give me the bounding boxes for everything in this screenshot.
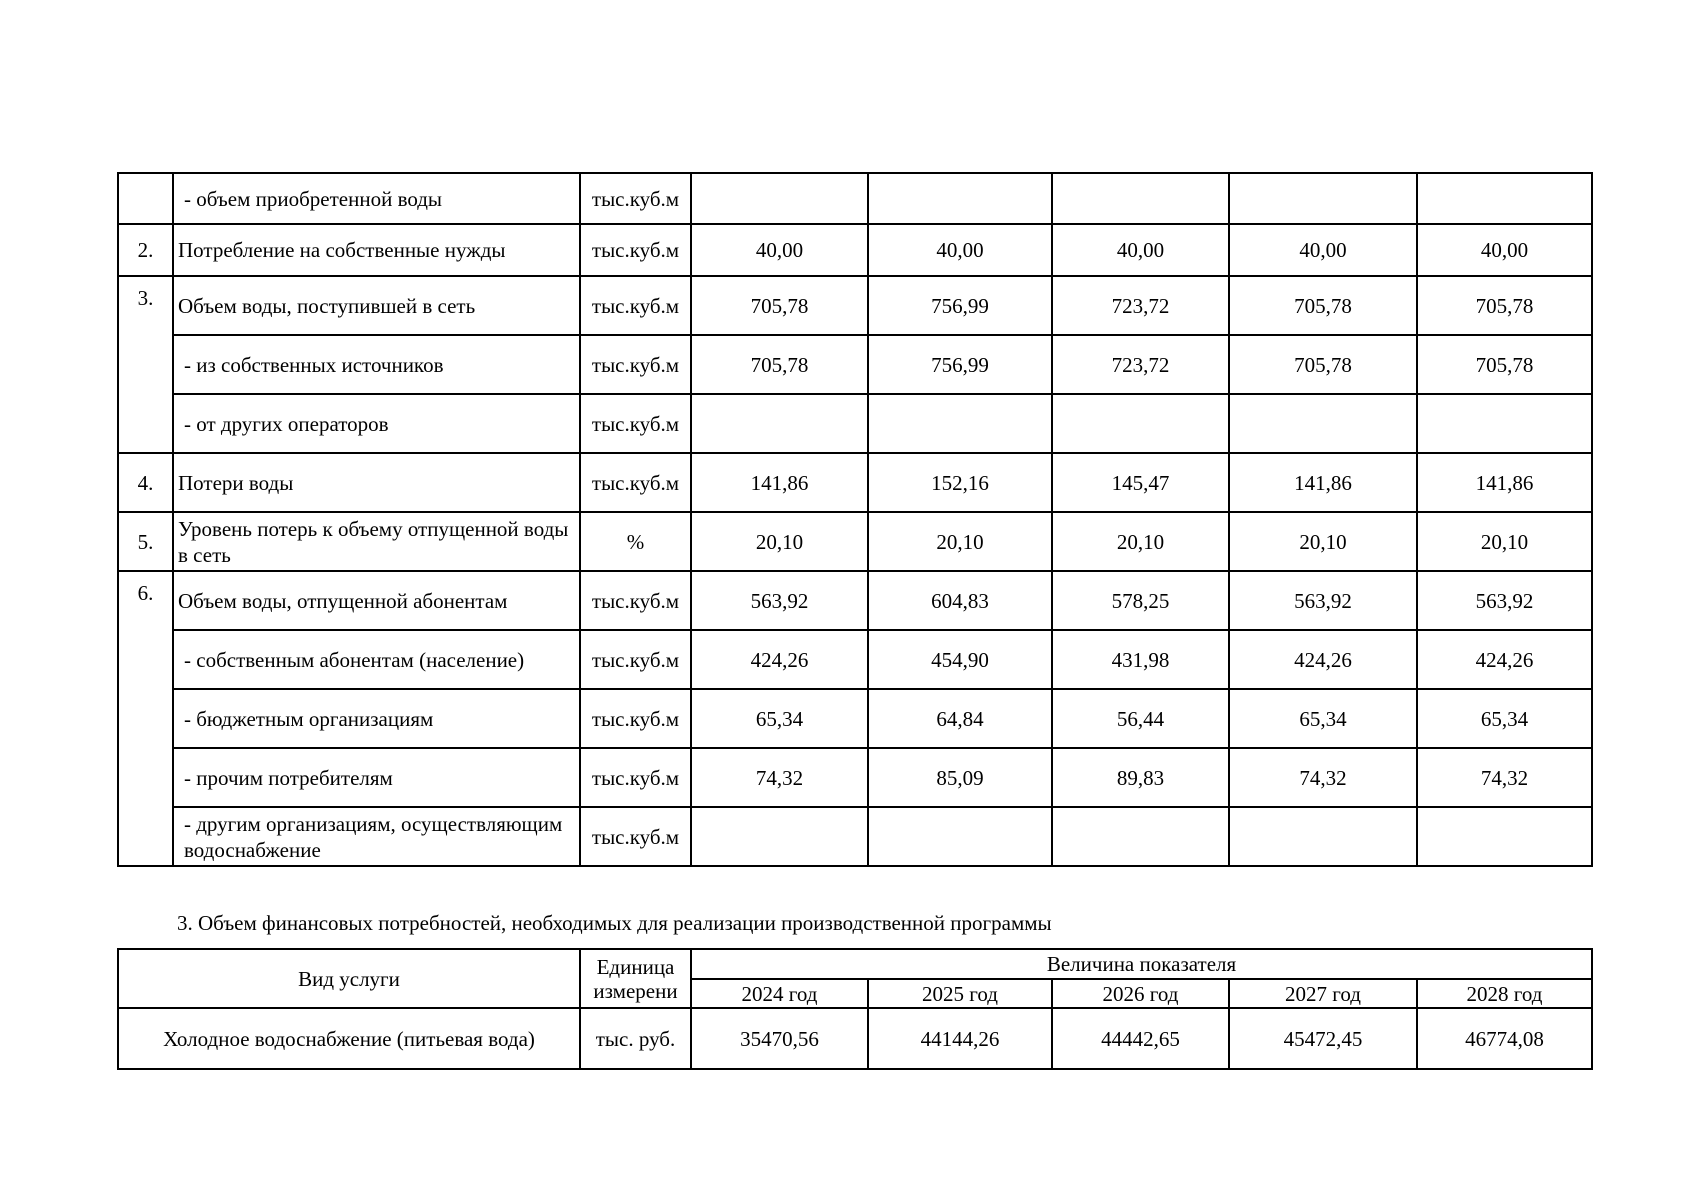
header-row — [118, 949, 1592, 979]
value-cell: 89,83 — [1052, 748, 1229, 807]
value-cell: 145,47 — [1052, 453, 1229, 512]
value-cell: 20,10 — [1052, 512, 1229, 571]
row-label: - объем приобретенной воды — [173, 173, 580, 224]
row-unit: тыс.куб.м — [580, 748, 691, 807]
value-cell — [691, 807, 868, 866]
value-cell — [1052, 173, 1229, 224]
row-number: 6. — [118, 571, 173, 866]
value-cell: 705,78 — [1417, 276, 1592, 335]
value-cell — [1229, 394, 1417, 453]
value-cell: 141,86 — [691, 453, 868, 512]
year-header: 2024 год — [691, 979, 868, 1008]
value-cell — [1052, 807, 1229, 866]
value-cell: 563,92 — [691, 571, 868, 630]
value-cell — [1229, 173, 1417, 224]
row-label: - собственным абонентам (население) — [173, 630, 580, 689]
value-cell: 20,10 — [868, 512, 1052, 571]
row-unit: тыс.куб.м — [580, 807, 691, 866]
value-cell: 152,16 — [868, 453, 1052, 512]
financial-needs-table — [117, 948, 1593, 1070]
value-cell: 44144,26 — [868, 1008, 1052, 1069]
value-cell: 40,00 — [1417, 224, 1592, 276]
table-row — [118, 394, 1592, 453]
value-cell: 454,90 — [868, 630, 1052, 689]
value-cell: 40,00 — [1229, 224, 1417, 276]
value-cell: 141,86 — [1229, 453, 1417, 512]
value-cell — [1417, 807, 1592, 866]
value-cell: 424,26 — [1229, 630, 1417, 689]
value-cell: 20,10 — [1229, 512, 1417, 571]
production-indicators-table — [117, 172, 1593, 867]
table-row — [118, 453, 1592, 512]
value-cell: 578,25 — [1052, 571, 1229, 630]
value-cell: 604,83 — [868, 571, 1052, 630]
row-unit: тыс.куб.м — [580, 335, 691, 394]
row-label: Потери воды — [173, 453, 580, 512]
value-cell: 46774,08 — [1417, 1008, 1592, 1069]
table-row — [118, 1008, 1592, 1069]
value-cell: 45472,45 — [1229, 1008, 1417, 1069]
unit-cell: тыс. руб. — [580, 1008, 691, 1069]
row-label: - другим организациям, осуществляющим водоснабжение — [173, 807, 580, 866]
year-header: 2026 год — [1052, 979, 1229, 1008]
value-cell: 431,98 — [1052, 630, 1229, 689]
value-cell: 705,78 — [1229, 335, 1417, 394]
row-number: 3. — [118, 276, 173, 453]
row-unit: тыс.куб.м — [580, 689, 691, 748]
value-cell: 40,00 — [868, 224, 1052, 276]
value-cell: 20,10 — [691, 512, 868, 571]
value-cell: 705,78 — [1229, 276, 1417, 335]
value-cell: 705,78 — [691, 335, 868, 394]
table-row — [118, 512, 1592, 571]
value-cell — [1417, 394, 1592, 453]
value-cell — [868, 807, 1052, 866]
table-row — [118, 276, 1592, 335]
value-cell: 723,72 — [1052, 335, 1229, 394]
row-unit: тыс.куб.м — [580, 394, 691, 453]
row-unit: тыс.куб.м — [580, 453, 691, 512]
value-cell: 563,92 — [1417, 571, 1592, 630]
row-unit: % — [580, 512, 691, 571]
table-row — [118, 571, 1592, 630]
table-row — [118, 807, 1592, 866]
value-cell: 424,26 — [691, 630, 868, 689]
service-header: Вид услуги — [118, 949, 580, 1008]
value-cell — [1417, 173, 1592, 224]
value-cell: 64,84 — [868, 689, 1052, 748]
section-title: 3. Объем финансовых потребностей, необходимых для реализации производственной программы — [177, 911, 1052, 935]
row-label: Объем воды, поступившей в сеть — [173, 276, 580, 335]
value-cell: 141,86 — [1417, 453, 1592, 512]
value-cell: 65,34 — [691, 689, 868, 748]
row-label: - из собственных источников — [173, 335, 580, 394]
unit-header-line-1: Единица — [596, 954, 675, 979]
value-cell — [691, 394, 868, 453]
row-number: 4. — [118, 453, 173, 512]
value-cell: 20,10 — [1417, 512, 1592, 571]
value-cell: 723,72 — [1052, 276, 1229, 335]
row-label: Уровень потерь к объему отпущенной воды в сеть — [173, 512, 580, 571]
row-number: 2. — [118, 224, 173, 276]
value-cell: 44442,65 — [1052, 1008, 1229, 1069]
value-cell: 705,78 — [691, 276, 868, 335]
row-number — [118, 173, 173, 224]
table-row — [118, 335, 1592, 394]
table-row — [118, 224, 1592, 276]
row-label: - прочим потребителям — [173, 748, 580, 807]
value-cell — [691, 173, 868, 224]
row-unit: тыс.куб.м — [580, 224, 691, 276]
table-row — [118, 173, 1592, 224]
value-cell — [1052, 394, 1229, 453]
value-cell: 65,34 — [1417, 689, 1592, 748]
value-cell: 756,99 — [868, 335, 1052, 394]
service-cell: Холодное водоснабжение (питьевая вода) — [118, 1008, 580, 1069]
unit-header — [580, 949, 691, 1008]
value-header: Величина показателя — [691, 949, 1592, 979]
table-row — [118, 748, 1592, 807]
year-header: 2025 год — [868, 979, 1052, 1008]
value-cell: 40,00 — [1052, 224, 1229, 276]
value-cell: 74,32 — [691, 748, 868, 807]
value-cell: 85,09 — [868, 748, 1052, 807]
value-cell: 65,34 — [1229, 689, 1417, 748]
table-row — [118, 630, 1592, 689]
value-cell — [868, 394, 1052, 453]
row-unit: тыс.куб.м — [580, 276, 691, 335]
row-label: - от других операторов — [173, 394, 580, 453]
row-unit: тыс.куб.м — [580, 571, 691, 630]
year-header: 2028 год — [1417, 979, 1592, 1008]
unit-header-line-2: измерени — [593, 978, 678, 1003]
value-cell: 40,00 — [691, 224, 868, 276]
row-number: 5. — [118, 512, 173, 571]
value-cell: 756,99 — [868, 276, 1052, 335]
year-header: 2027 год — [1229, 979, 1417, 1008]
row-label: Объем воды, отпущенной абонентам — [173, 571, 580, 630]
value-cell: 56,44 — [1052, 689, 1229, 748]
row-label: Потребление на собственные нужды — [173, 224, 580, 276]
value-cell — [868, 173, 1052, 224]
table-row — [118, 689, 1592, 748]
row-unit: тыс.куб.м — [580, 630, 691, 689]
value-cell — [1229, 807, 1417, 866]
value-cell: 424,26 — [1417, 630, 1592, 689]
row-label: - бюджетным организациям — [173, 689, 580, 748]
value-cell: 35470,56 — [691, 1008, 868, 1069]
value-cell: 74,32 — [1229, 748, 1417, 807]
row-unit: тыс.куб.м — [580, 173, 691, 224]
value-cell: 705,78 — [1417, 335, 1592, 394]
value-cell: 563,92 — [1229, 571, 1417, 630]
value-cell: 74,32 — [1417, 748, 1592, 807]
